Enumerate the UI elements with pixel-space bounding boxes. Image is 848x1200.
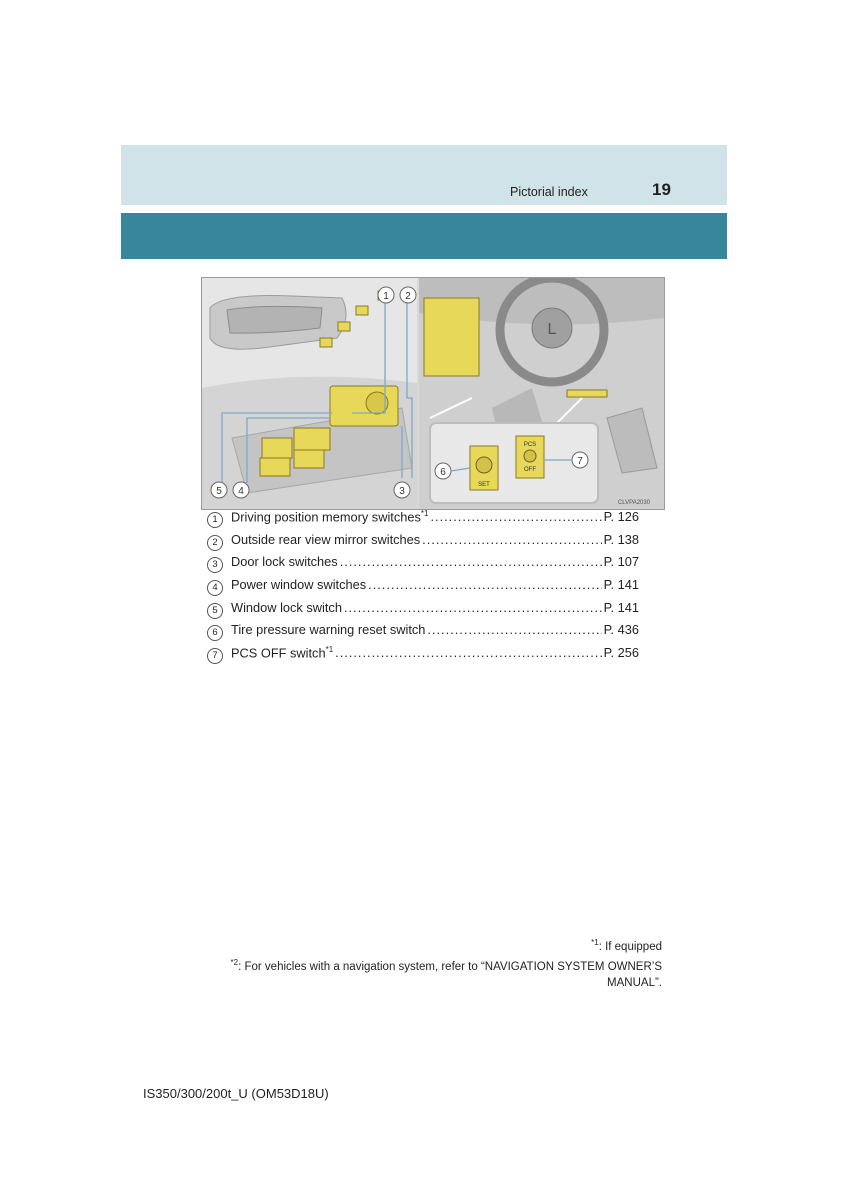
pcs-label: PCS: [523, 442, 537, 448]
item-page-ref[interactable]: P. 436: [603, 622, 639, 638]
item-page-ref[interactable]: P. 141: [603, 599, 639, 615]
item-label: Door lock switches: [231, 554, 338, 570]
item-page-ref[interactable]: P. 126: [603, 509, 639, 525]
callout-5: 5: [216, 486, 222, 497]
item-number: 2: [207, 535, 223, 551]
item-page-ref[interactable]: P. 141: [603, 577, 639, 593]
item-page-ref[interactable]: P. 138: [603, 531, 639, 547]
footnote-text: : If equipped: [598, 940, 662, 953]
item-label: PCS OFF switch: [231, 645, 326, 661]
item-label: Tire pressure warning reset switch: [231, 622, 426, 638]
callout-7: 7: [577, 456, 583, 467]
callout-3: 3: [399, 486, 405, 497]
item-label: Window lock switch: [231, 599, 342, 615]
list-item: [207, 645, 639, 668]
list-item: [207, 600, 639, 623]
footnote-mark: *2: [230, 957, 239, 967]
item-label: Outside rear view mirror switches: [231, 531, 421, 547]
callout-6: 6: [440, 467, 446, 478]
svg-text:L: L: [547, 321, 557, 338]
item-number: 5: [207, 603, 223, 619]
list-item: [207, 532, 639, 555]
callout-1: 1: [383, 291, 389, 302]
leader-dots: [340, 554, 602, 569]
off-label: OFF: [524, 467, 536, 473]
page-number: 19: [652, 180, 671, 199]
leader-dots: [368, 577, 602, 592]
leader-dots: [427, 622, 601, 637]
set-label: SET: [478, 482, 490, 488]
item-page-ref[interactable]: P. 256: [603, 645, 639, 661]
item-label: Power window switches: [231, 577, 367, 593]
item-number: 6: [207, 625, 223, 641]
list-item: [207, 622, 639, 645]
leader-dots: [430, 509, 601, 524]
header-band: [121, 145, 727, 205]
item-page-ref[interactable]: P. 107: [603, 554, 639, 570]
list-item: [207, 554, 639, 577]
item-note-mark: *1: [420, 509, 429, 518]
chapter-band: [121, 213, 727, 259]
section-title: Pictorial index: [510, 185, 588, 199]
item-note-mark: *1: [325, 645, 334, 655]
leader-dots: [422, 532, 601, 547]
item-label: Driving position memory switches: [231, 509, 421, 525]
footnote: [192, 955, 662, 991]
item-number: 4: [207, 580, 223, 596]
callout-2: 2: [405, 291, 411, 302]
leader-dots: [344, 600, 602, 615]
switch-index-list: [207, 509, 639, 668]
footnotes: [192, 935, 662, 991]
item-number: 1: [207, 512, 223, 528]
footnote-text: : For vehicles with a navigation system, refer to “NAVIGATION SYSTEM OWNER’S MANUAL”.: [238, 960, 662, 989]
interior-illustration: [201, 277, 665, 510]
list-item: [207, 509, 639, 532]
footnote-mark: *1: [591, 938, 599, 947]
item-number: 7: [207, 648, 223, 664]
figure-code: CLVPA2030: [617, 500, 651, 506]
callout-4: 4: [238, 486, 244, 497]
leader-dots: [335, 645, 602, 660]
document-id: IS350/300/200t_U (OM53D18U): [143, 1086, 329, 1101]
footnote: [192, 935, 662, 955]
list-item: [207, 577, 639, 600]
item-number: 3: [207, 557, 223, 573]
